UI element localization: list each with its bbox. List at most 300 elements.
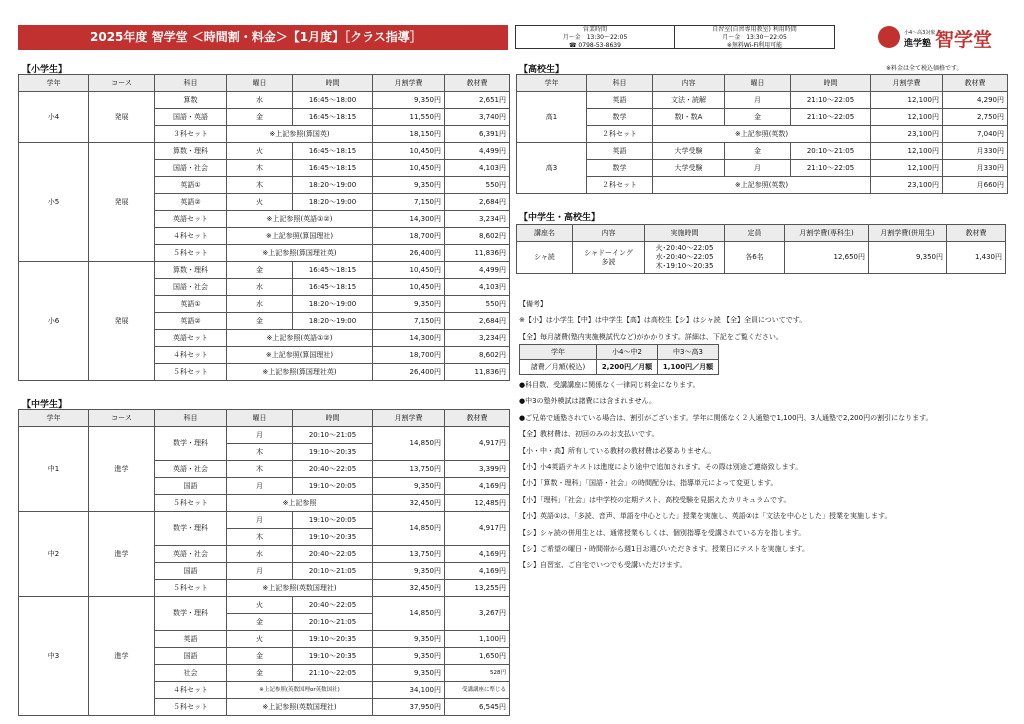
fee-cell: 23,100円	[871, 126, 943, 143]
time-cell: 20:40～22:05	[293, 461, 373, 478]
column-header: 月割学費(併用生)	[869, 225, 947, 242]
subject-cell: ５科セット	[155, 364, 227, 381]
business-hours-box	[515, 25, 675, 49]
material-cell: 2,684円	[445, 313, 510, 330]
material-cell: 1,100円	[445, 631, 510, 648]
note-line: 【全】毎月諸費(塾内実施模試代など)がかかります。詳細は、下記をご覧ください。	[519, 332, 783, 341]
course-cell: 進学	[89, 427, 155, 512]
note-line: 【小】「算数・理科」「国語・社会」の時間配分は、指導単元によって変更します。	[519, 479, 778, 488]
subject-cell: 国語	[155, 648, 227, 665]
content-cell: 大学受験	[653, 160, 725, 177]
content-line: シャドーイング	[584, 248, 633, 257]
fee-header-elem: 小4～中2	[597, 345, 658, 360]
time-cell: 20:10～21:05	[791, 143, 871, 160]
time-cell: 21:10～22:05	[293, 665, 373, 682]
time-cell: 20:10～21:05	[293, 563, 373, 580]
subject-cell: 英語①	[155, 296, 227, 313]
time-cell: 18:20～19:00	[293, 194, 373, 211]
time-cell: 19:10～20:05	[293, 478, 373, 495]
time-cell: 18:20～19:00	[293, 296, 373, 313]
grade-cell: 中3	[19, 597, 89, 716]
subject-cell: 算数	[155, 92, 227, 109]
subject-cell: 国語・英語	[155, 109, 227, 126]
fee-cell: 10,450円	[373, 279, 445, 296]
table-row	[517, 242, 1006, 274]
day-cell: 金	[227, 665, 293, 682]
fee-cell: 12,100円	[871, 160, 943, 177]
elem-table	[18, 74, 510, 381]
note-line: 【シ】自習室、ご自宅でいつでも受講いただけます。	[519, 561, 687, 570]
note-cell: ※上記参照(算国理社)	[227, 347, 373, 364]
note-cell: ※上記参照	[227, 495, 373, 512]
time-cell: 16:45～18:00	[293, 92, 373, 109]
note-cell: ※上記参照(算国理社英)	[227, 364, 373, 381]
time-cell: 16:45～18:15	[293, 143, 373, 160]
logo-sub: 進学塾	[904, 39, 932, 49]
time-cell: 18:20～19:00	[293, 313, 373, 330]
material-cell: 1,650円	[445, 648, 510, 665]
fee-cell: 32,450円	[373, 495, 445, 512]
jhs-table	[18, 409, 510, 716]
note-cell: ※上記参照(算国英)	[227, 126, 373, 143]
day-cell: 火	[227, 143, 293, 160]
grade-cell: 高3	[517, 143, 587, 194]
table-row	[19, 92, 510, 109]
table-row	[19, 597, 510, 614]
subject-cell: 英語①	[155, 177, 227, 194]
fee-cell: 9,350円	[373, 665, 445, 682]
fee-cell: 9,350円	[373, 177, 445, 194]
material-cell: 4,499円	[445, 262, 510, 279]
grade-cell: 小6	[19, 262, 89, 381]
time-line: 火･20:40～22:05	[655, 244, 714, 252]
material-cell: 7,040円	[943, 126, 1008, 143]
day-cell: 月	[227, 512, 293, 529]
column-header: 科目	[155, 75, 227, 92]
table-row	[517, 177, 1008, 194]
fee-cell: 9,350円	[373, 563, 445, 580]
column-header: 科目	[155, 410, 227, 427]
content-cell: 大学受験	[653, 143, 725, 160]
day-cell: 金	[725, 143, 791, 160]
fee-cell: 14,850円	[373, 597, 445, 631]
time-cell: 21:10～22:05	[791, 92, 871, 109]
content-cell	[573, 242, 645, 274]
hours-label: 営業時間	[582, 26, 607, 33]
time-cell: 16:45～18:15	[293, 262, 373, 279]
subject-cell: 数学	[587, 160, 653, 177]
hours-value: 月～金 13:30～22:05	[562, 34, 628, 41]
material-cell: 3,399円	[445, 461, 510, 478]
table-row	[19, 512, 510, 529]
note-cell: ※上記参照(算国理社英)	[227, 245, 373, 262]
time-cell: 19:10～20:35	[293, 631, 373, 648]
day-cell: 金	[227, 614, 293, 631]
day-cell: 木	[227, 177, 293, 194]
table-header-row	[19, 75, 510, 92]
column-header: 科目	[587, 75, 653, 92]
table-row	[517, 92, 1008, 109]
material-cell: 6,545円	[445, 699, 510, 716]
fee-cell: 34,100円	[373, 682, 445, 699]
time-cell: 16:45～18:15	[293, 279, 373, 296]
fee-cell: 37,950円	[373, 699, 445, 716]
notes-list	[519, 377, 1009, 574]
subject-cell: 国語	[155, 478, 227, 495]
column-header: 曜日	[725, 75, 791, 92]
day-cell: 月	[227, 563, 293, 580]
logo-name: 智学堂	[935, 29, 993, 51]
subject-cell: 英語セット	[155, 211, 227, 228]
grade-cell: 高1	[517, 92, 587, 143]
table-row	[517, 126, 1008, 143]
grade-cell: 小4	[19, 92, 89, 143]
fee-cell: 9,350円	[869, 242, 947, 274]
subject-cell: ３科セット	[155, 126, 227, 143]
fee-cell: 23,100円	[871, 177, 943, 194]
material-cell: 11,836円	[445, 364, 510, 381]
column-header: 学年	[19, 410, 89, 427]
hs-table	[516, 74, 1008, 194]
time-cell: 21:10～22:05	[791, 160, 871, 177]
time-cell: 19:10～20:35	[293, 529, 373, 546]
material-cell: 2,684円	[445, 194, 510, 211]
material-cell: 4,103円	[445, 279, 510, 296]
course-name-cell: シャ読	[517, 242, 573, 274]
table-row	[517, 109, 1008, 126]
capacity-cell: 各6名	[725, 242, 785, 274]
fee-cell: 13,750円	[373, 461, 445, 478]
subject-cell: 算数・理科	[155, 143, 227, 160]
page-title: 2025年度 智学堂 ＜時間割・料金＞【1月度】［クラス指導］	[18, 25, 508, 50]
time-cell: 19:10～20:05	[293, 512, 373, 529]
grade-cell: 中1	[19, 427, 89, 512]
table-row	[517, 143, 1008, 160]
subject-cell: 英語	[155, 631, 227, 648]
column-header: 実施時間	[645, 225, 725, 242]
notes-block	[519, 296, 1009, 345]
material-cell: 13,255円	[445, 580, 510, 597]
table-header-row	[19, 410, 510, 427]
day-cell: 水	[227, 296, 293, 313]
fee-cell: 9,350円	[373, 296, 445, 313]
material-cell: 4,917円	[445, 427, 510, 461]
note-line: ※【小】は小学生【中】は中学生【高】は高校生【シ】はシャ読 【全】全員についてです。	[519, 316, 807, 325]
material-cell: 4,917円	[445, 512, 510, 546]
column-header: 曜日	[227, 410, 293, 427]
table-row	[19, 143, 510, 160]
material-cell: 受講講座に準じる	[445, 682, 510, 699]
note-line: ●ご兄弟で通塾されている場合は、割引がございます。学年に関係なく２人通塾で1,100円、3人通塾で2,200円の割引になります。	[519, 413, 933, 422]
table-row	[517, 160, 1008, 177]
day-cell: 月	[725, 160, 791, 177]
material-cell: 6,391円	[445, 126, 510, 143]
note-line: 【小・中・高】所有している教材の教材費は必要ありません。	[519, 446, 716, 455]
material-cell: 4,103円	[445, 160, 510, 177]
fee-header-senior: 中3～高3	[658, 345, 719, 360]
grade-cell: 小5	[19, 143, 89, 262]
material-cell: 2,750円	[943, 109, 1008, 126]
subject-cell: ４科セット	[155, 228, 227, 245]
time-cell: 16:45～18:15	[293, 109, 373, 126]
fee-cell: 10,450円	[373, 160, 445, 177]
column-header: 月割学費	[373, 75, 445, 92]
day-cell: 月	[227, 427, 293, 444]
subject-cell: 国語	[155, 563, 227, 580]
material-cell: 4,169円	[445, 478, 510, 495]
column-header: 定員	[725, 225, 785, 242]
material-cell: 3,234円	[445, 211, 510, 228]
fee-cell: 12,650円	[785, 242, 869, 274]
course-cell: 発展	[89, 262, 155, 381]
tax-note: ※料金は全て税込価格です。	[886, 65, 963, 72]
subject-cell: 英語セット	[155, 330, 227, 347]
time-cell	[645, 242, 725, 274]
course-cell: 発展	[89, 92, 155, 143]
material-cell: 4,169円	[445, 546, 510, 563]
note-line: 【小】小4英語テキストは進度により途中で追加されます。その際は別途ご連絡致します。	[519, 462, 803, 471]
subject-cell: 数学・理科	[155, 427, 227, 461]
wifi-note: ※無料Wi-Fi利用可能	[726, 42, 783, 49]
subject-cell: 数学	[587, 109, 653, 126]
time-cell: 20:10～21:05	[293, 614, 373, 631]
column-header: 月割学費	[871, 75, 943, 92]
subject-cell: ５科セット	[155, 699, 227, 716]
content-cell: 数Ⅰ・数A	[653, 109, 725, 126]
fee-cell: 32,450円	[373, 580, 445, 597]
course-cell: 進学	[89, 597, 155, 716]
table-row	[19, 427, 510, 444]
column-header: 時間	[791, 75, 871, 92]
subject-cell: 英語②	[155, 313, 227, 330]
note-line: 【シ】シャ読の併用生とは、通常授業もしくは、個別指導を受講されている方を指します。	[519, 528, 806, 537]
study-room-hours: 月～金 13:30～22:05	[722, 34, 787, 41]
time-line: 木･19:10～20:35	[655, 262, 714, 270]
subject-cell: 英語	[587, 92, 653, 109]
content-line: 多読	[601, 257, 616, 266]
column-header: コース	[89, 75, 155, 92]
note-cell: ※上記参照(英数国理社)	[227, 699, 373, 716]
fee-cell: 26,400円	[373, 364, 445, 381]
day-cell: 火	[227, 194, 293, 211]
subject-cell: 英語・社会	[155, 546, 227, 563]
note-cell: ※上記参照(英数)	[653, 126, 871, 143]
day-cell: 水	[227, 279, 293, 296]
subject-cell: 数学・理科	[155, 597, 227, 631]
subject-cell: ２科セット	[587, 177, 653, 194]
study-room-label: 自習室(自習専用教室) 利用時間	[712, 26, 797, 33]
logo	[878, 24, 1003, 52]
column-header: 曜日	[227, 75, 293, 92]
time-cell: 16:45～18:15	[293, 160, 373, 177]
material-cell: 550円	[445, 177, 510, 194]
column-header: 内容	[573, 225, 645, 242]
subject-cell: 国語・社会	[155, 279, 227, 296]
material-cell: 12,485円	[445, 495, 510, 512]
note-line: 【シ】ご希望の曜日・時間帯から週1日お選びいただきます。授業日にテストを実施します。	[519, 544, 810, 553]
hs-section-title: 【高校生】	[519, 65, 565, 75]
material-cell: 月660円	[943, 177, 1008, 194]
note-cell: ※上記参照(英数国理or英数国社)	[227, 682, 373, 699]
material-cell: 8,602円	[445, 347, 510, 364]
time-cell: 21:10～22:05	[791, 109, 871, 126]
table-row	[19, 262, 510, 279]
fee-cell: 12,100円	[871, 143, 943, 160]
fee-cell: 9,350円	[373, 478, 445, 495]
fee-cell: 26,400円	[373, 245, 445, 262]
fee-cell: 12,100円	[871, 109, 943, 126]
fee-row-label: 諸費／月額(税込)	[520, 360, 597, 375]
fee-cell: 18,700円	[373, 228, 445, 245]
course-cell: 発展	[89, 143, 155, 262]
notes-title: 【備考】	[519, 300, 547, 308]
day-cell: 月	[227, 478, 293, 495]
fee-cell: 14,300円	[373, 330, 445, 347]
column-header: 教材費	[947, 225, 1006, 242]
subject-cell: ２科セット	[587, 126, 653, 143]
column-header: 教材費	[943, 75, 1008, 92]
subject-cell: ４科セット	[155, 347, 227, 364]
table-header-row	[517, 225, 1006, 242]
fee-cell: 18,150円	[373, 126, 445, 143]
fee-cell: 9,350円	[373, 648, 445, 665]
time-cell: 19:10～20:35	[293, 444, 373, 461]
fee-header-grade: 学年	[520, 345, 597, 360]
day-cell: 水	[227, 546, 293, 563]
grade-cell: 中2	[19, 512, 89, 597]
mixed-section-title: 【中学生・高校生】	[519, 213, 601, 223]
note-cell: ※上記参照(英数国理社)	[227, 580, 373, 597]
fee-cell: 14,300円	[373, 211, 445, 228]
jhs-section-title: 【中学生】	[22, 400, 68, 410]
logo-mark-icon	[878, 26, 900, 48]
day-cell: 金	[725, 109, 791, 126]
fee-cell: 10,450円	[373, 262, 445, 279]
time-cell: 19:10～20:35	[293, 648, 373, 665]
time-line: 水･20:40～22:05	[655, 253, 714, 261]
material-cell: 4,290円	[943, 92, 1008, 109]
fee-elem-value: 2,200円／月額	[597, 360, 658, 375]
fee-cell: 9,350円	[373, 631, 445, 648]
note-line: 【小】英語①は、「多読、音声、単語を中心とした」授業を実施し、英語②は「文法を中心とした」授業を実施します。	[519, 512, 892, 521]
material-cell: 3,234円	[445, 330, 510, 347]
subject-cell: ４科セット	[155, 682, 227, 699]
misc-fee-table	[519, 344, 719, 375]
time-cell: 20:40～22:05	[293, 597, 373, 614]
day-cell: 木	[227, 461, 293, 478]
column-header: 講座名	[517, 225, 573, 242]
note-cell: ※上記参照(英数)	[653, 177, 871, 194]
subject-cell: 社会	[155, 665, 227, 682]
material-cell: 3,740円	[445, 109, 510, 126]
subject-cell: ５科セット	[155, 245, 227, 262]
material-cell: 4,169円	[445, 563, 510, 580]
day-cell: 金	[227, 109, 293, 126]
day-cell: 金	[227, 262, 293, 279]
note-cell: ※上記参照(英語①②)	[227, 211, 373, 228]
day-cell: 火	[227, 597, 293, 614]
day-cell: 金	[227, 648, 293, 665]
material-cell: 3,267円	[445, 597, 510, 631]
column-header: 時間	[293, 75, 373, 92]
fee-senior-value: 1,100円／月額	[658, 360, 719, 375]
fee-cell: 7,150円	[373, 313, 445, 330]
day-cell: 木	[227, 529, 293, 546]
subject-cell: ５科セット	[155, 580, 227, 597]
phone-number[interactable]: ☎ 0798-53-8639	[569, 42, 621, 49]
fee-cell: 13,750円	[373, 546, 445, 563]
material-cell: 4,499円	[445, 143, 510, 160]
table-header-row	[517, 75, 1008, 92]
subject-cell: 英語②	[155, 194, 227, 211]
fee-cell: 11,550円	[373, 109, 445, 126]
course-cell: 進学	[89, 512, 155, 597]
column-header: 月割学費(専科生)	[785, 225, 869, 242]
material-cell: 550円	[445, 296, 510, 313]
column-header: コース	[89, 410, 155, 427]
time-cell: 20:40～22:05	[293, 546, 373, 563]
fee-cell: 7,150円	[373, 194, 445, 211]
time-cell: 20:10～21:05	[293, 427, 373, 444]
content-cell: 文法・読解	[653, 92, 725, 109]
day-cell: 木	[227, 444, 293, 461]
column-header: 教材費	[445, 75, 510, 92]
note-cell: ※上記参照(算国理社)	[227, 228, 373, 245]
fee-cell: 14,850円	[373, 427, 445, 461]
fee-cell: 9,350円	[373, 92, 445, 109]
time-cell: 18:20～19:00	[293, 177, 373, 194]
note-line: ●中3の塾外模試は諸費には含まれません。	[519, 397, 656, 406]
column-header: 月割学費	[373, 410, 445, 427]
fee-cell: 10,450円	[373, 143, 445, 160]
material-cell: 月330円	[943, 143, 1008, 160]
note-line: 【全】教材費は、初回のみのお支払いです。	[519, 430, 659, 439]
note-line: ●科目数、受講講座に関係なく一律同じ料金になります。	[519, 381, 700, 389]
subject-cell: 数学・理科	[155, 512, 227, 546]
material-cell: 月330円	[943, 160, 1008, 177]
day-cell: 火	[227, 631, 293, 648]
subject-cell: ５科セット	[155, 495, 227, 512]
column-header: 時間	[293, 410, 373, 427]
day-cell: 木	[227, 160, 293, 177]
note-cell: ※上記参照(英語①②)	[227, 330, 373, 347]
subject-cell: 英語	[587, 143, 653, 160]
column-header: 学年	[517, 75, 587, 92]
subject-cell: 算数・理科	[155, 262, 227, 279]
logo-tagline: 小4～高3対象	[904, 30, 936, 36]
fee-cell: 12,100円	[871, 92, 943, 109]
material-cell: 528円	[445, 665, 510, 682]
study-room-box	[675, 25, 835, 49]
mixed-table	[516, 224, 1006, 274]
note-line: 【小】「理科」「社会」は中学校の定期テスト、高校受験を見据えたカリキュラムです。	[519, 495, 791, 504]
fee-cell: 18,700円	[373, 347, 445, 364]
fee-cell: 14,850円	[373, 512, 445, 546]
subject-cell: 国語・社会	[155, 160, 227, 177]
material-cell: 1,430円	[947, 242, 1006, 274]
day-cell: 月	[725, 92, 791, 109]
column-header: 学年	[19, 75, 89, 92]
subject-cell: 英語・社会	[155, 461, 227, 478]
day-cell: 金	[227, 313, 293, 330]
day-cell: 水	[227, 92, 293, 109]
column-header: 教材費	[445, 410, 510, 427]
material-cell: 8,602円	[445, 228, 510, 245]
elem-section-title: 【小学生】	[22, 65, 68, 75]
material-cell: 2,651円	[445, 92, 510, 109]
material-cell: 11,836円	[445, 245, 510, 262]
column-header: 内容	[653, 75, 725, 92]
